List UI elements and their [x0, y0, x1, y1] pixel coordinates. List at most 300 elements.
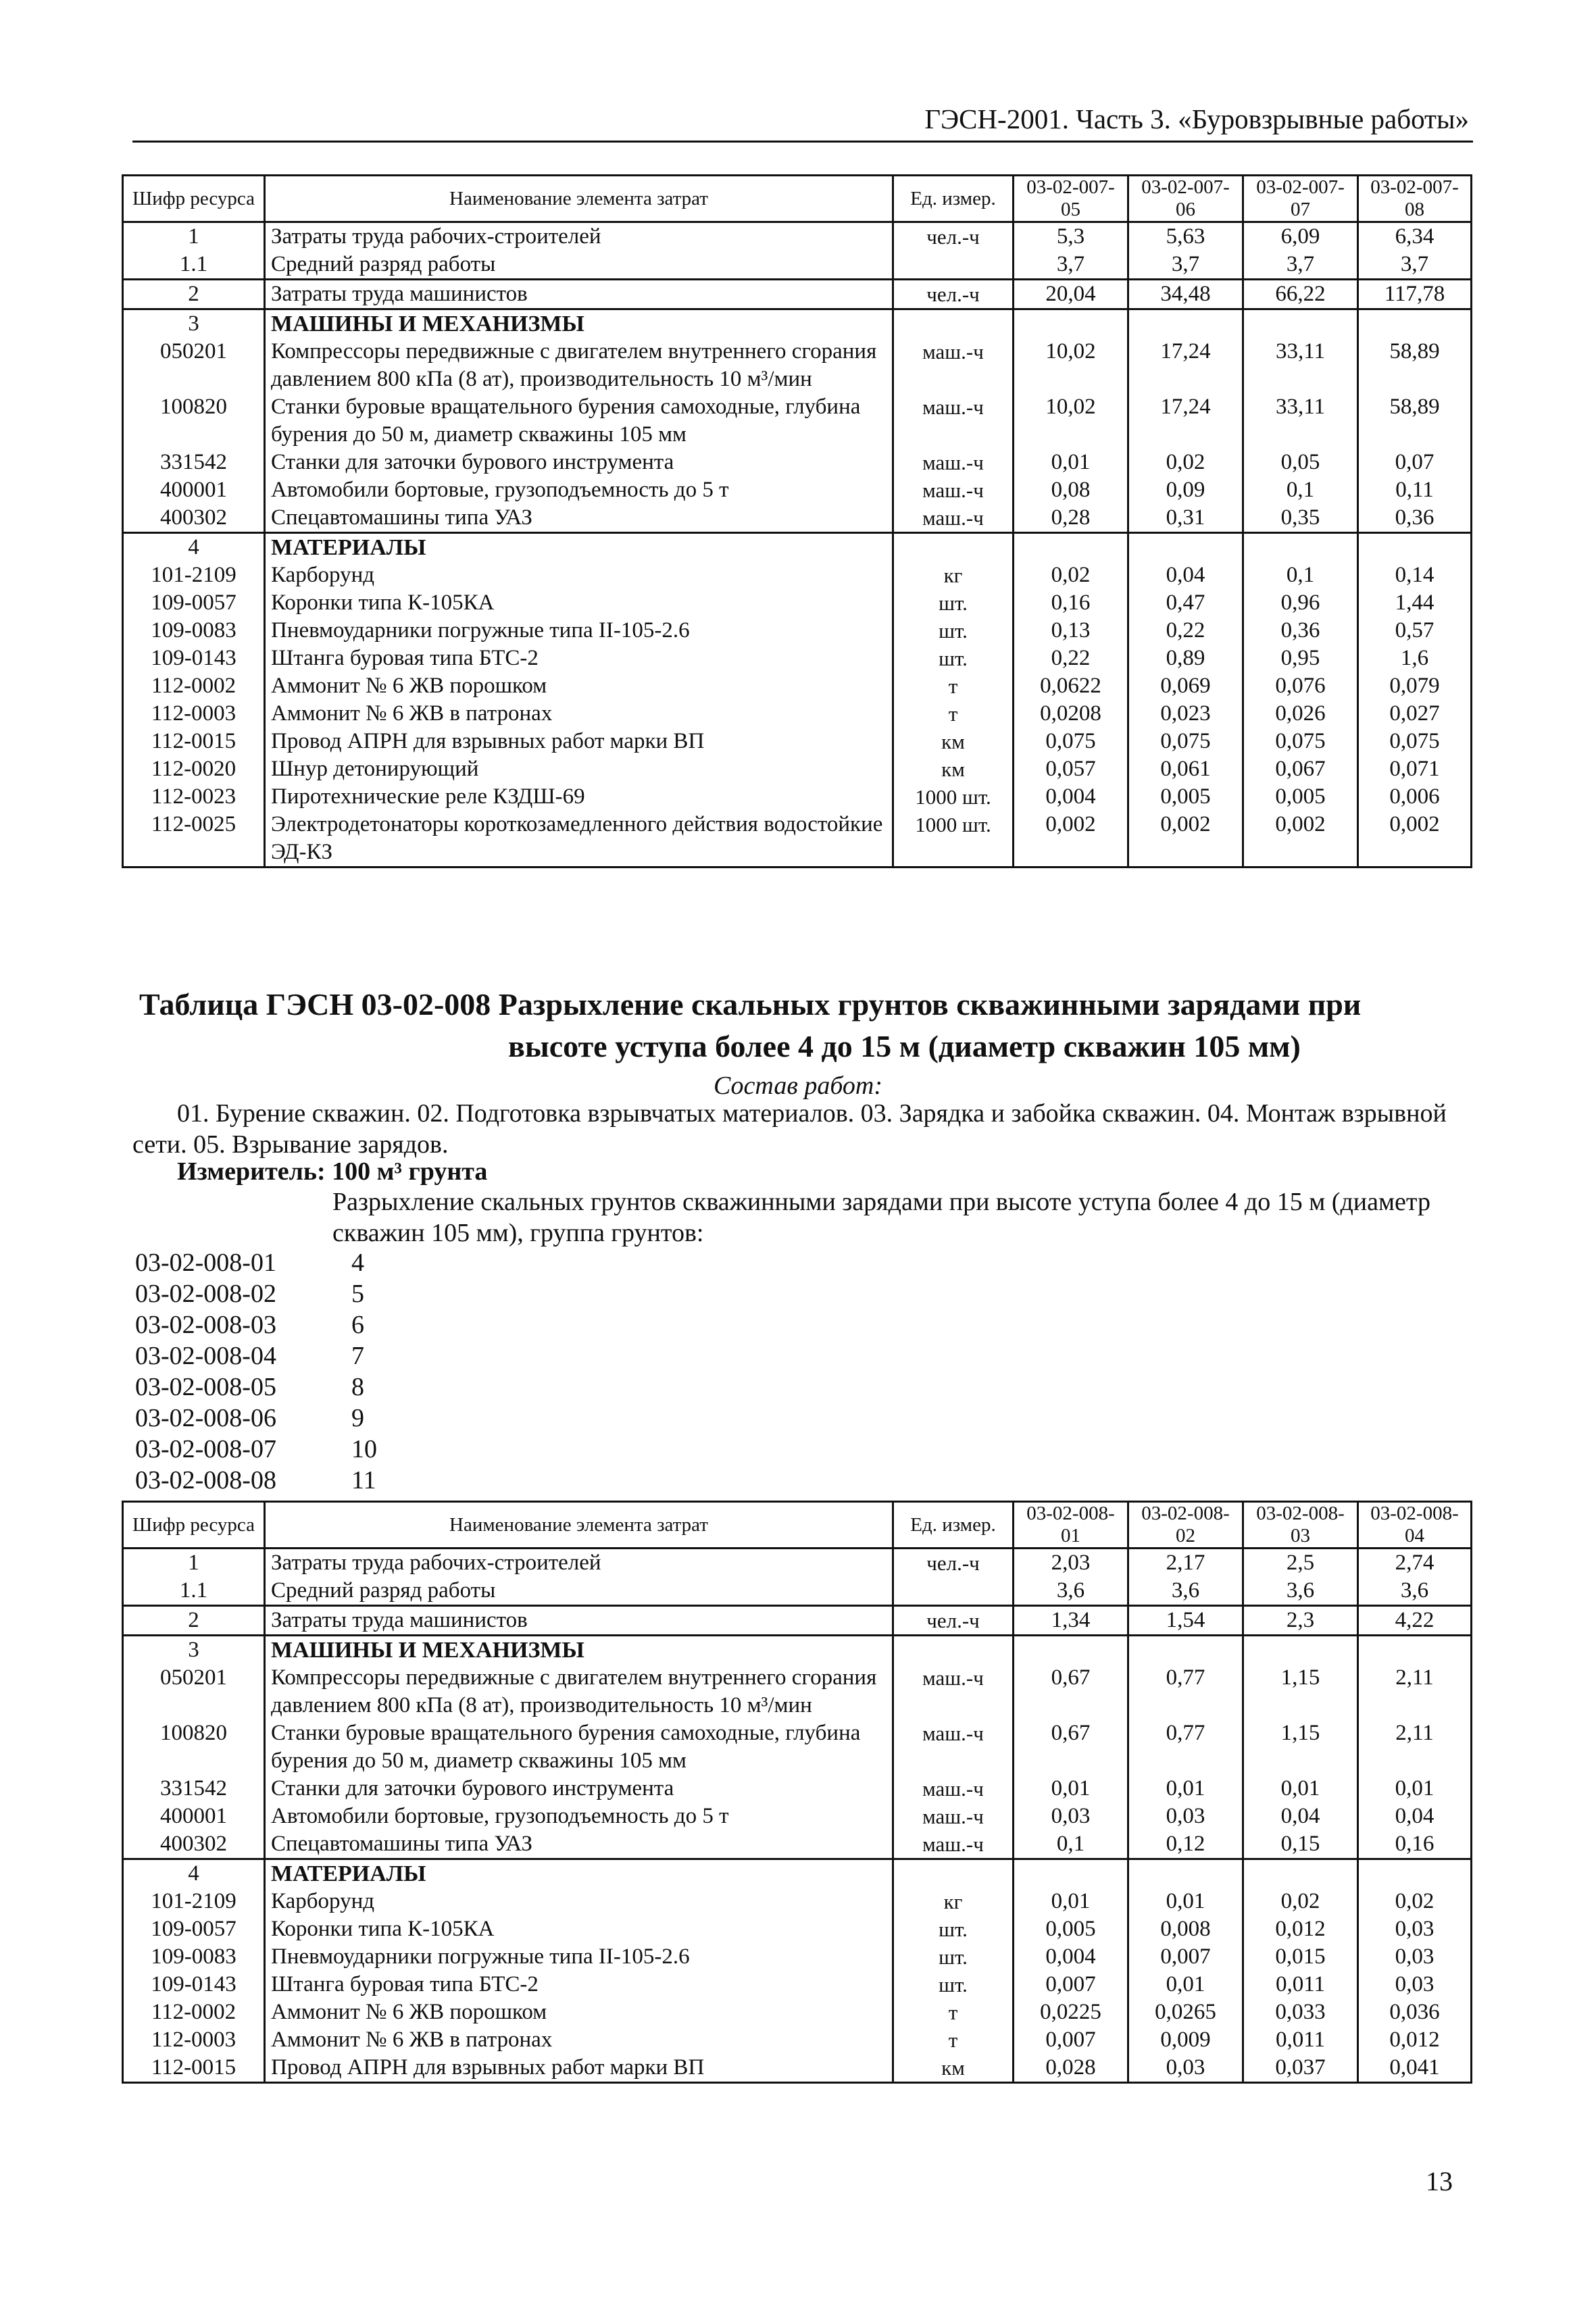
resource-code-cell: 100820 [123, 1719, 265, 1775]
value-cell: 0,1 [1014, 1830, 1128, 1859]
value-cell: 0,07 [1358, 449, 1472, 476]
soil-group: 5 [351, 1280, 364, 1308]
table-row [123, 1549, 1472, 1578]
value-cell: 1,6 [1358, 645, 1472, 672]
unit-cell: т [893, 1998, 1014, 2026]
section-title [132, 984, 1473, 1067]
value-cell: 0,0265 [1128, 1998, 1243, 2026]
page-number: 13 [1426, 2166, 1453, 2196]
table-row [123, 338, 1472, 393]
value-cell: 0,026 [1243, 700, 1358, 728]
col-header-norm-code: 03-02-008-01 [1014, 1502, 1128, 1549]
resource-code-cell: 112-0025 [123, 811, 265, 867]
unit-cell: 1000 шт. [893, 783, 1014, 811]
resource-code-cell: 4 [123, 533, 265, 562]
value-cell: 3,7 [1128, 251, 1243, 280]
resource-name-cell: Станки буровые вращательного бурения самоходные, глубина бурения до 50 м, диаметр скважины 105 мм [265, 393, 893, 449]
unit-cell: шт. [893, 617, 1014, 645]
value-cell: 0,002 [1014, 811, 1128, 867]
value-cell: 0,007 [1014, 1971, 1128, 1998]
value-cell [1243, 309, 1358, 338]
resource-name-cell: Карборунд [265, 1888, 893, 1915]
unit-cell: шт. [893, 589, 1014, 617]
table-row [123, 1915, 1472, 1943]
value-cell: 0,012 [1243, 1915, 1358, 1943]
resource-name-cell: Штанга буровая типа БТС-2 [265, 1971, 893, 1998]
value-cell: 0,067 [1243, 755, 1358, 783]
resource-name-cell: Затраты труда машинистов [265, 1606, 893, 1636]
table-row [123, 1577, 1472, 1606]
value-cell: 33,11 [1243, 393, 1358, 449]
table-row [123, 1888, 1472, 1915]
value-cell: 0,0622 [1014, 672, 1128, 700]
resource-name-cell: Станки для заточки бурового инструмента [265, 449, 893, 476]
value-cell: 0,36 [1358, 504, 1472, 533]
resource-name-cell: Спецавтомашины типа УАЗ [265, 504, 893, 533]
table-row [123, 1971, 1472, 1998]
resource-name-cell: Аммонит № 6 ЖВ порошком [265, 1998, 893, 2026]
col-header-name: Наименование элемента затрат [265, 176, 893, 222]
value-cell: 0,31 [1128, 504, 1243, 533]
unit-cell: маш.-ч [893, 504, 1014, 533]
value-cell: 0,67 [1014, 1664, 1128, 1719]
col-header-name: Наименование элемента затрат [265, 1502, 893, 1549]
value-cell: 0,35 [1243, 504, 1358, 533]
col-header-norm-code: 03-02-007-07 [1243, 176, 1358, 222]
resource-code-cell: 112-0003 [123, 700, 265, 728]
resource-code-cell: 1.1 [123, 251, 265, 280]
norm-code: 03-02-008-07 [135, 1435, 276, 1463]
resource-name-cell: МАШИНЫ И МЕХАНИЗМЫ [265, 1636, 893, 1665]
value-cell: 0,15 [1243, 1830, 1358, 1859]
resource-code-cell: 2 [123, 280, 265, 309]
table-row [123, 2054, 1472, 2083]
unit-cell: маш.-ч [893, 338, 1014, 393]
resource-code-cell: 112-0003 [123, 2026, 265, 2054]
value-cell: 0,57 [1358, 617, 1472, 645]
value-cell: 1,44 [1358, 589, 1472, 617]
value-cell: 0,023 [1128, 700, 1243, 728]
value-cell: 0,006 [1358, 783, 1472, 811]
norm-code: 03-02-008-08 [135, 1466, 276, 1494]
value-cell: 0,033 [1243, 1998, 1358, 2026]
col-header-unit: Ед. измер. [893, 1502, 1014, 1549]
unit-cell [893, 533, 1014, 562]
value-cell: 0,004 [1014, 1943, 1128, 1971]
code-group-row [135, 1372, 377, 1403]
table-row [123, 1775, 1472, 1803]
value-cell: 0,05 [1243, 449, 1358, 476]
value-cell: 117,78 [1358, 280, 1472, 309]
value-cell: 4,22 [1358, 1606, 1472, 1636]
table-row [123, 1943, 1472, 1971]
table-row [123, 589, 1472, 617]
value-cell [1014, 1859, 1128, 1888]
resource-code-cell: 4 [123, 1859, 265, 1888]
value-cell: 20,04 [1014, 280, 1128, 309]
unit-cell: маш.-ч [893, 476, 1014, 504]
value-cell: 0,005 [1243, 783, 1358, 811]
code-group-row [135, 1465, 377, 1496]
value-cell: 3,7 [1014, 251, 1128, 280]
table-row [123, 1636, 1472, 1665]
header-row [123, 176, 1472, 222]
unit-cell: шт. [893, 645, 1014, 672]
resource-name-cell: МАТЕРИАЛЫ [265, 1859, 893, 1888]
resource-code-cell: 1 [123, 1549, 265, 1578]
col-header-code: Шифр ресурса [123, 1502, 265, 1549]
value-cell: 0,01 [1014, 449, 1128, 476]
code-group-row [135, 1340, 377, 1372]
code-group-row [135, 1434, 377, 1465]
resource-name-cell: Компрессоры передвижные с двигателем внутреннего сгорания давлением 800 кПа (8 ат), производительность 10 м³/мин [265, 338, 893, 393]
resource-code-cell: 112-0015 [123, 728, 265, 755]
code-group-row [135, 1247, 377, 1278]
norm-code: 03-02-008-04 [135, 1342, 276, 1370]
resource-name-cell: Станки для заточки бурового инструмента [265, 1775, 893, 1803]
resource-code-cell: 3 [123, 309, 265, 338]
value-cell: 0,002 [1128, 811, 1243, 867]
unit-cell: чел.-ч [893, 1606, 1014, 1636]
col-header-norm-code: 03-02-008-02 [1128, 1502, 1243, 1549]
unit-cell: кг [893, 1888, 1014, 1915]
value-cell: 0,036 [1358, 1998, 1472, 2026]
table-row [123, 2026, 1472, 2054]
value-cell: 0,075 [1128, 728, 1243, 755]
value-cell [1014, 533, 1128, 562]
value-cell: 0,079 [1358, 672, 1472, 700]
value-cell: 0,02 [1243, 1888, 1358, 1915]
unit-cell: маш.-ч [893, 1775, 1014, 1803]
resource-code-cell: 100820 [123, 393, 265, 449]
table-row [123, 1830, 1472, 1859]
table-row [123, 504, 1472, 533]
page-header-text: ГЭСН-2001. Часть 3. «Буровзрывные работы» [924, 103, 1469, 134]
value-cell: 0,1 [1243, 476, 1358, 504]
value-cell: 10,02 [1014, 338, 1128, 393]
resource-name-cell: Аммонит № 6 ЖВ в патронах [265, 2026, 893, 2054]
table-row [123, 280, 1472, 309]
value-cell: 3,6 [1014, 1577, 1128, 1606]
unit-cell: км [893, 2054, 1014, 2083]
value-cell: 0,005 [1128, 783, 1243, 811]
col-header-norm-code: 03-02-007-05 [1014, 176, 1128, 222]
resource-code-cell: 109-0057 [123, 1915, 265, 1943]
work-composition-text: 01. Бурение скважин. 02. Подготовка взрывчатых материалов. 03. Зарядка и забойка скважин. 04. Монтаж взрывной сети. 05. Взрывание зарядов. [132, 1099, 1447, 1159]
resource-code-cell: 1 [123, 222, 265, 251]
resource-name-cell: Затраты труда рабочих-строителей [265, 1549, 893, 1578]
value-cell: 0,015 [1243, 1943, 1358, 1971]
value-cell [1358, 309, 1472, 338]
unit-cell: маш.-ч [893, 393, 1014, 449]
value-cell: 1,15 [1243, 1719, 1358, 1775]
resource-code-cell: 050201 [123, 1664, 265, 1719]
value-cell: 0,03 [1014, 1803, 1128, 1830]
table-row [123, 1859, 1472, 1888]
value-cell: 0,009 [1128, 2026, 1243, 2054]
value-cell: 1,34 [1014, 1606, 1128, 1636]
value-cell [1243, 1859, 1358, 1888]
value-cell: 0,08 [1014, 476, 1128, 504]
value-cell: 17,24 [1128, 338, 1243, 393]
resource-name-cell: Шнур детонирующий [265, 755, 893, 783]
value-cell: 0,47 [1128, 589, 1243, 617]
value-cell: 0,04 [1358, 1803, 1472, 1830]
soil-group: 9 [351, 1404, 364, 1432]
resource-name-cell: Коронки типа К-105КА [265, 1915, 893, 1943]
value-cell: 0,01 [1128, 1775, 1243, 1803]
value-cell: 0,03 [1358, 1943, 1472, 1971]
value-cell: 6,09 [1243, 222, 1358, 251]
value-cell: 0,002 [1358, 811, 1472, 867]
value-cell: 0,09 [1128, 476, 1243, 504]
value-cell: 0,002 [1243, 811, 1358, 867]
value-cell: 0,96 [1243, 589, 1358, 617]
resource-name-cell: Пиротехнические реле КЗДШ-69 [265, 783, 893, 811]
unit-cell [893, 1859, 1014, 1888]
table-row [123, 476, 1472, 504]
value-cell: 0,075 [1358, 728, 1472, 755]
value-cell: 0,0225 [1014, 1998, 1128, 2026]
resource-code-cell: 400001 [123, 1803, 265, 1830]
header-row [123, 1502, 1472, 1549]
value-cell: 2,5 [1243, 1549, 1358, 1578]
norm-code: 03-02-008-06 [135, 1404, 276, 1432]
value-cell: 0,03 [1128, 1803, 1243, 1830]
value-cell: 0,89 [1128, 645, 1243, 672]
unit-cell [893, 251, 1014, 280]
col-header-code: Шифр ресурса [123, 176, 265, 222]
value-cell: 0,011 [1243, 1971, 1358, 1998]
value-cell: 0,01 [1128, 1971, 1243, 1998]
resource-code-cell: 400001 [123, 476, 265, 504]
value-cell: 0,01 [1243, 1775, 1358, 1803]
unit-cell: т [893, 672, 1014, 700]
value-cell: 1,15 [1243, 1664, 1358, 1719]
resource-name-cell: Аммонит № 6 ЖВ порошком [265, 672, 893, 700]
col-header-unit: Ед. измер. [893, 176, 1014, 222]
value-cell: 0,076 [1243, 672, 1358, 700]
resource-name-cell: Штанга буровая типа БТС-2 [265, 645, 893, 672]
table-row [123, 1998, 1472, 2026]
value-cell: 0,069 [1128, 672, 1243, 700]
value-cell: 0,005 [1014, 1915, 1128, 1943]
resource-name-cell: Пневмоударники погружные типа II-105-2.6 [265, 1943, 893, 1971]
unit-cell [893, 1577, 1014, 1606]
table-row [123, 811, 1472, 867]
table-row [123, 1606, 1472, 1636]
table-row [123, 309, 1472, 338]
table-row [123, 1803, 1472, 1830]
value-cell: 1,54 [1128, 1606, 1243, 1636]
value-cell: 0,03 [1358, 1971, 1472, 1998]
unit-cell: шт. [893, 1971, 1014, 1998]
unit-cell: маш.-ч [893, 1830, 1014, 1859]
value-cell [1358, 1859, 1472, 1888]
soil-group: 6 [351, 1311, 364, 1339]
value-cell: 0,008 [1128, 1915, 1243, 1943]
resource-name-cell: Средний разряд работы [265, 1577, 893, 1606]
value-cell: 3,7 [1243, 251, 1358, 280]
value-cell: 0,075 [1014, 728, 1128, 755]
resource-code-cell: 2 [123, 1606, 265, 1636]
value-cell: 2,3 [1243, 1606, 1358, 1636]
value-cell: 34,48 [1128, 280, 1243, 309]
unit-cell: кг [893, 561, 1014, 589]
table-row [123, 561, 1472, 589]
resource-name-cell: Провод АПРН для взрывных работ марки ВП [265, 728, 893, 755]
unit-cell: т [893, 2026, 1014, 2054]
value-cell: 0,0208 [1014, 700, 1128, 728]
resource-table-007 [122, 174, 1472, 868]
value-cell: 0,13 [1014, 617, 1128, 645]
value-cell: 0,041 [1358, 2054, 1472, 2083]
resource-name-cell: Затраты труда машинистов [265, 280, 893, 309]
value-cell: 0,037 [1243, 2054, 1358, 2083]
value-cell: 0,011 [1243, 2026, 1358, 2054]
resource-code-cell: 112-0015 [123, 2054, 265, 2083]
page-header [132, 99, 1473, 143]
table-row [123, 1664, 1472, 1719]
resource-name-cell: Автомобили бортовые, грузоподъемность до 5 т [265, 476, 893, 504]
value-cell: 0,027 [1358, 700, 1472, 728]
resource-name-cell: Провод АПРН для взрывных работ марки ВП [265, 2054, 893, 2083]
value-cell: 58,89 [1358, 338, 1472, 393]
soil-group: 11 [351, 1466, 376, 1494]
norm-code: 03-02-008-03 [135, 1311, 276, 1339]
unit-cell: чел.-ч [893, 280, 1014, 309]
value-cell: 3,7 [1358, 251, 1472, 280]
value-cell: 0,11 [1358, 476, 1472, 504]
value-cell: 0,028 [1014, 2054, 1128, 2083]
value-cell: 0,061 [1128, 755, 1243, 783]
col-header-norm-code: 03-02-007-08 [1358, 176, 1472, 222]
code-group-row [135, 1309, 377, 1340]
resource-name-cell: Средний разряд работы [265, 251, 893, 280]
value-cell: 0,04 [1243, 1803, 1358, 1830]
unit-cell: маш.-ч [893, 1664, 1014, 1719]
table-row [123, 645, 1472, 672]
resource-name-cell: Компрессоры передвижные с двигателем внутреннего сгорания давлением 800 кПа (8 ат), производительность 10 м³/мин [265, 1664, 893, 1719]
resource-name-cell: МАТЕРИАЛЫ [265, 533, 893, 562]
resource-code-cell: 1.1 [123, 1577, 265, 1606]
soil-group: 7 [351, 1342, 364, 1370]
resource-name-cell: Спецавтомашины типа УАЗ [265, 1830, 893, 1859]
value-cell: 0,012 [1358, 2026, 1472, 2054]
soil-group: 10 [351, 1435, 377, 1463]
value-cell: 0,95 [1243, 645, 1358, 672]
code-group-list [135, 1247, 377, 1496]
table-row [123, 700, 1472, 728]
resource-code-cell: 331542 [123, 449, 265, 476]
value-cell: 0,22 [1128, 617, 1243, 645]
resource-code-cell: 109-0083 [123, 1943, 265, 1971]
norm-code: 03-02-008-05 [135, 1373, 276, 1401]
value-cell: 0,01 [1014, 1775, 1128, 1803]
unit-cell: маш.-ч [893, 1719, 1014, 1775]
value-cell: 0,01 [1128, 1888, 1243, 1915]
value-cell: 0,02 [1358, 1888, 1472, 1915]
value-cell: 0,057 [1014, 755, 1128, 783]
resource-code-cell: 101-2109 [123, 561, 265, 589]
unit-cell: шт. [893, 1915, 1014, 1943]
value-cell: 3,6 [1243, 1577, 1358, 1606]
resource-code-cell: 109-0143 [123, 1971, 265, 1998]
resource-name-cell: МАШИНЫ И МЕХАНИЗМЫ [265, 309, 893, 338]
value-cell [1128, 309, 1243, 338]
value-cell: 0,004 [1014, 783, 1128, 811]
table-row [123, 222, 1472, 251]
resource-code-cell: 050201 [123, 338, 265, 393]
value-cell: 0,77 [1128, 1664, 1243, 1719]
value-cell: 0,22 [1014, 645, 1128, 672]
value-cell: 58,89 [1358, 393, 1472, 449]
value-cell: 2,03 [1014, 1549, 1128, 1578]
value-cell: 5,63 [1128, 222, 1243, 251]
value-cell [1014, 309, 1128, 338]
value-cell: 3,6 [1358, 1577, 1472, 1606]
unit-cell: чел.-ч [893, 1549, 1014, 1578]
value-cell [1128, 533, 1243, 562]
col-header-norm-code: 03-02-008-04 [1358, 1502, 1472, 1549]
resource-code-cell: 112-0020 [123, 755, 265, 783]
value-cell: 0,075 [1243, 728, 1358, 755]
value-cell: 0,16 [1358, 1830, 1472, 1859]
norm-code: 03-02-008-02 [135, 1280, 276, 1308]
value-cell: 66,22 [1243, 280, 1358, 309]
table-row [123, 533, 1472, 562]
resource-code-cell: 331542 [123, 1775, 265, 1803]
value-cell: 0,03 [1128, 2054, 1243, 2083]
resource-name-cell: Коронки типа К-105КА [265, 589, 893, 617]
unit-cell: маш.-ч [893, 449, 1014, 476]
value-cell: 3,6 [1128, 1577, 1243, 1606]
value-cell: 2,17 [1128, 1549, 1243, 1578]
resource-code-cell: 101-2109 [123, 1888, 265, 1915]
value-cell: 2,11 [1358, 1719, 1472, 1775]
value-cell [1243, 533, 1358, 562]
value-cell: 10,02 [1014, 393, 1128, 449]
resource-code-cell: 112-0002 [123, 1998, 265, 2026]
resource-code-cell: 109-0143 [123, 645, 265, 672]
table-row [123, 672, 1472, 700]
value-cell: 0,02 [1014, 561, 1128, 589]
value-cell: 0,1 [1243, 561, 1358, 589]
code-group-row [135, 1278, 377, 1309]
unit-cell: т [893, 700, 1014, 728]
table-row [123, 449, 1472, 476]
resource-code-cell: 400302 [123, 1830, 265, 1859]
resource-code-cell: 112-0023 [123, 783, 265, 811]
value-cell: 0,007 [1014, 2026, 1128, 2054]
resource-code-cell: 400302 [123, 504, 265, 533]
value-cell: 0,007 [1128, 1943, 1243, 1971]
norm-code: 03-02-008-01 [135, 1249, 276, 1277]
value-cell: 0,01 [1014, 1888, 1128, 1915]
value-cell: 0,28 [1014, 504, 1128, 533]
soil-group: 8 [351, 1373, 364, 1401]
value-cell: 0,14 [1358, 561, 1472, 589]
value-cell: 0,12 [1128, 1830, 1243, 1859]
resource-name-cell: Электродетонаторы короткозамедленного действия водостойкие ЭД-КЗ [265, 811, 893, 867]
unit-cell: км [893, 728, 1014, 755]
value-cell [1358, 533, 1472, 562]
unit-cell: км [893, 755, 1014, 783]
value-cell: 33,11 [1243, 338, 1358, 393]
unit-cell: маш.-ч [893, 1803, 1014, 1830]
resource-name-cell: Станки буровые вращательного бурения самоходные, глубина бурения до 50 м, диаметр скважины 105 мм [265, 1719, 893, 1775]
resource-code-cell: 3 [123, 1636, 265, 1665]
